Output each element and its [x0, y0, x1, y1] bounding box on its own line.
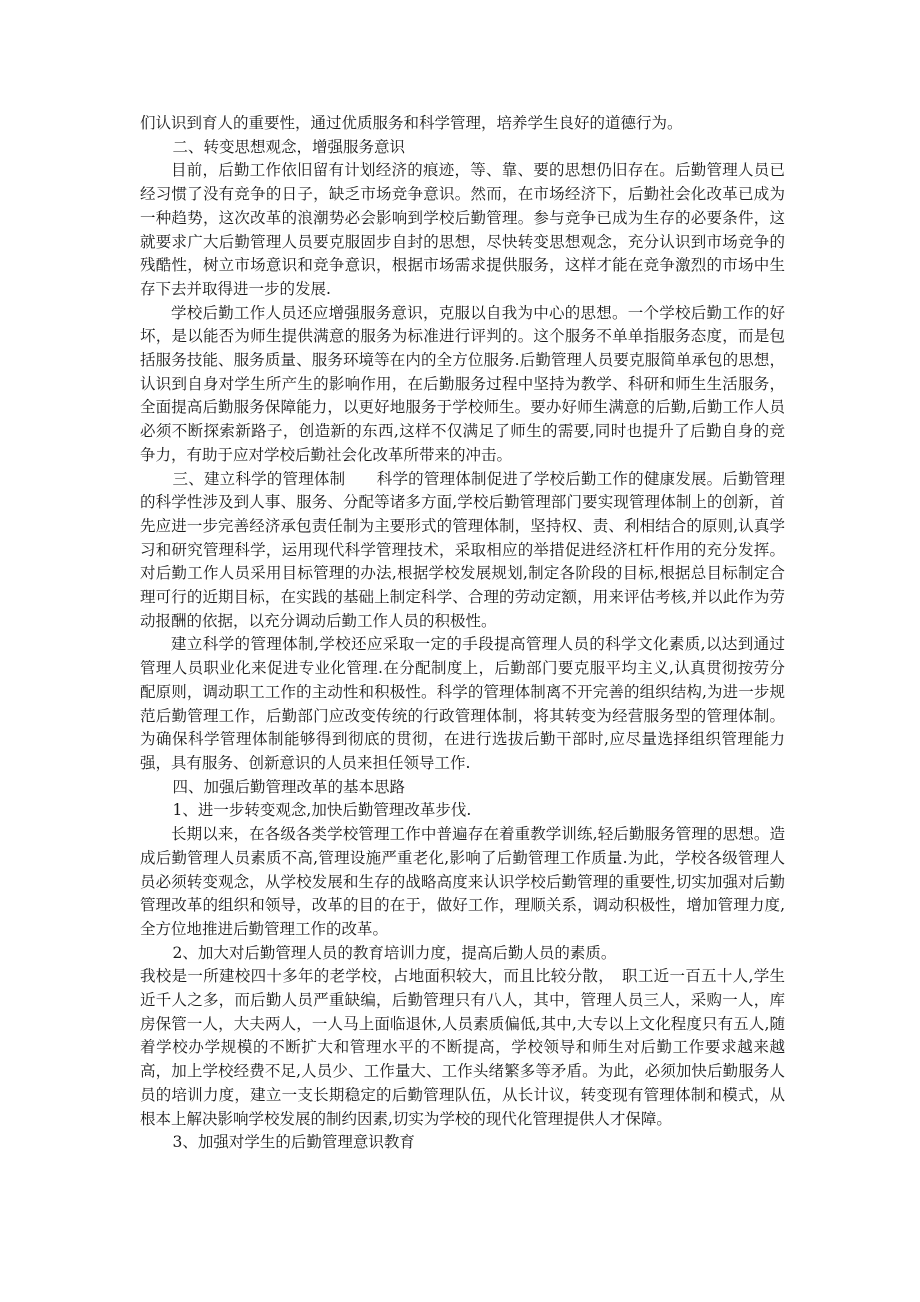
paragraph: 长期以来，在各级各类学校管理工作中普遍存在着重教学训练,轻后勤服务管理的思想。造成后勤管理人员素质不高,管理设施严重老化,影响了后勤管理工作质量.为此，学校各级管理人员必须转变观念，从学校发展和生存的战略高度来认识学校后勤管理的重要性,切实加强对后勤管理改革的组织和领导，改革的目的在于，做好工作，理顺关系，调动积极性，增加管理力度,全方位地推进后勤管理工作的改革。: [140, 825, 785, 938]
document-body: [140, 112, 785, 1155]
paragraph-continuation: 们认识到育人的重要性，通过优质服务和科学管理，培养学生良好的道德行为。: [140, 114, 683, 132]
paragraph: 我校是一所建校四十多年的老学校，占地面积较大，而且比较分散， 职工近一百五十人,学生近千人之多，而后勤人员严重缺编，后勤管理只有八人，其中，管理人员三人，采购一人，库房保管一人，大夫两人，一人马上面临退休,人员素质偏低,其中,大专以上文化程度只有五人,随着学校办学规模的不断扩大和管理水平的不断提高，学校领导和师生对后勤工作要求越来越高，加上学校经费不足,人员少、工作量大、工作头绪繁多等矛盾。为此，必须加快后勤服务人员的培训力度，建立一支长期稳定的后勤管理队伍，从长计议，转变现有管理体制和模式，从根本上解决影响学校发展的制约因素,切实为学校的现代化管理提供人才保障。: [140, 967, 785, 1128]
subheading-1: 1、进一步转变观念,加快后勤管理改革步伐.: [172, 801, 472, 820]
paragraph: 学校后勤工作人员还应增强服务意识，克服以自我为中心的思想。一个学校后勤工作的好坏，是以能否为师生提供满意的服务为标准进行评判的。这个服务不单单指服务态度，而是包括服务技能、服务质量、服务环境等在内的全方位服务.后勤管理人员要克服简单承包的思想，认识到自身对学生所产生的影响作用，在后勤服务过程中坚持为教学、科研和师生生活服务，全面提高后勤服务保障能力，以更好地服务于学校师生。要办好师生满意的后勤,后勤工作人员必须不断探索新路子，创造新的东西,这样不仅满足了师生的需要,同时也提升了后勤自身的竞争力，有助于应对学校后勤社会化改革所带来的冲击。: [140, 303, 785, 464]
section-heading-4: 四、加强后勤管理改革的基本思路: [172, 777, 406, 796]
subheading-2: 2、加大对后勤管理人员的教育培训力度，提高后勤人员的素质。: [172, 943, 617, 962]
subheading-3: 3、加强对学生的后勤管理意识教育: [172, 1133, 415, 1152]
section-heading-2: 二、转变思想观念，增强服务意识: [172, 137, 406, 156]
section-heading-3-paragraph: 三、建立科学的管理体制 科学的管理体制促进了学校后勤工作的健康发展。后勤管理的科学性涉及到人事、服务、分配等诸多方面,学校后勤管理部门要实现管理体制上的创新，首先应进一步完善经济承包责任制为主要形式的管理体制，坚持权、责、利相结合的原则,认真学习和研究管理科学，运用现代科学管理技术，采取相应的举措促进经济杠杆作用的充分发挥。对后勤工作人员采用目标管理的办法,根据学校发展规划,制定各阶段的目标,根据总目标制定合理可行的近期目标，在实践的基础上制定科学、合理的劳动定额，用来评估考核,并以此作为劳动报酬的依据，以充分调动后勤工作人员的积极性。: [140, 469, 785, 630]
paragraph: 目前，后勤工作依旧留有计划经济的痕迹，等、靠、要的思想仍旧存在。后勤管理人员已经习惯了没有竞争的日子，缺乏市场竞争意识。然而，在市场经济下，后勤社会化改革已成为一种趋势，这次改革的浪潮势必会影响到学校后勤管理。参与竞争已成为生存的必要条件，这就要求广大后勤管理人员要克服固步自封的思想，尽快转变思想观念，充分认识到市场竞争的残酷性，树立市场意识和竞争意识，根据市场需求提供服务，这样才能在竞争激烈的市场中生存下去并取得进一步的发展.: [140, 161, 785, 298]
paragraph: 建立科学的管理体制,学校还应采取一定的手段提高管理人员的科学文化素质,以达到通过管理人员职业化来促进专业化管理.在分配制度上，后勤部门要克服平均主义,认真贯彻按劳分配原则，调动职工工作的主动性和积极性。科学的管理体制离不开完善的组织结构,为进一步规范后勤管理工作，后勤部门应改变传统的行政管理体制，将其转变为经营服务型的管理体制。为确保科学管理体制能够得到彻底的贯彻，在进行选拔后勤干部时,应尽量选择组织管理能力强，具有服务、创新意识的人员来担任领导工作.: [140, 635, 785, 772]
